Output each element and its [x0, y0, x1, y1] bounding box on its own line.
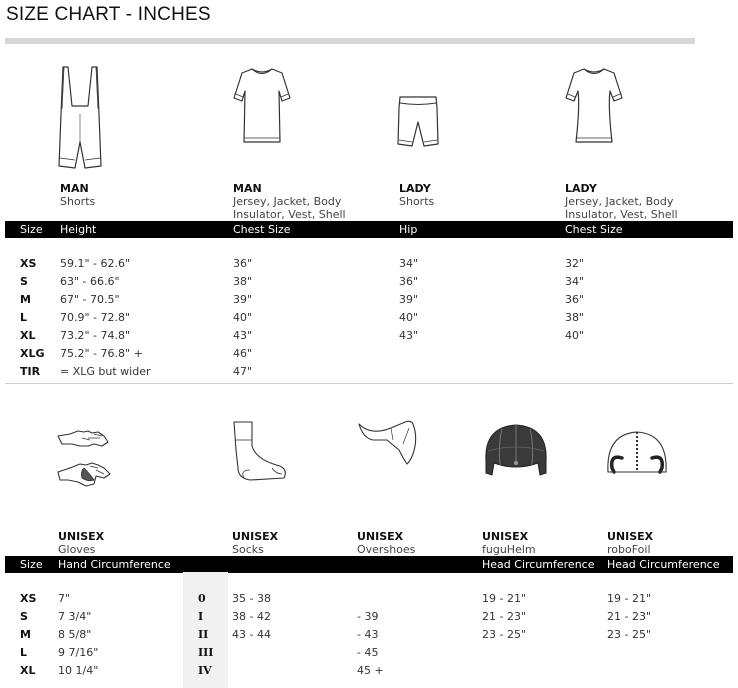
size-label: TIR — [20, 365, 41, 378]
sock-icon — [230, 420, 290, 482]
man-jersey-icon — [231, 66, 293, 144]
hip-value: 34" — [399, 257, 419, 270]
bottom-table-header — [5, 556, 733, 573]
lady-jersey-icon — [563, 66, 625, 144]
product-desc: Jersey, Jacket, Body Insulator, Vest, Shell — [233, 195, 346, 221]
size-label: M — [20, 293, 31, 306]
size-label: XL — [20, 664, 36, 677]
product-desc: Gloves — [58, 543, 96, 556]
chest-lady-value: 34" — [565, 275, 585, 288]
sock-value: 43 - 44 — [232, 628, 271, 641]
sock-value: 35 - 38 — [232, 592, 271, 605]
fugu-value: 21 - 23" — [482, 610, 527, 623]
fugu-value: 23 - 25" — [482, 628, 527, 641]
sock-size-label: I — [198, 610, 204, 623]
height-value: 59.1" - 62.6" — [60, 257, 131, 270]
robo-value: 19 - 21" — [607, 592, 652, 605]
height-value: = XLG but wider — [60, 365, 151, 378]
product-gender: MAN — [60, 182, 89, 195]
header-size: Size — [20, 223, 43, 236]
product-desc: roboFoil — [607, 543, 651, 556]
size-label: S — [20, 610, 28, 623]
product-gender: UNISEX — [482, 530, 529, 543]
header-chest-size: Chest Size — [565, 223, 623, 236]
height-value: 63" - 66.6" — [60, 275, 120, 288]
size-label: M — [20, 628, 31, 641]
product-gender: LADY — [565, 182, 597, 195]
sock-size-label: II — [198, 628, 209, 641]
product-gender: UNISEX — [357, 530, 404, 543]
header-chest-size: Chest Size — [233, 223, 291, 236]
title-underline-bar — [5, 38, 695, 44]
sock-size-label: III — [198, 646, 214, 659]
overshoe-value: 45 + — [357, 664, 384, 677]
size-label: XL — [20, 329, 36, 342]
size-label: XS — [20, 257, 37, 270]
height-value: 75.2" - 76.8" + — [60, 347, 143, 360]
size-label: S — [20, 275, 28, 288]
hand-value: 10 1/4" — [58, 664, 99, 677]
product-desc: Shorts — [60, 195, 96, 208]
robo-value: 21 - 23" — [607, 610, 652, 623]
sock-value: 38 - 42 — [232, 610, 271, 623]
chest-lady-value: 32" — [565, 257, 585, 270]
product-desc: Overshoes — [357, 543, 416, 556]
overshoe-value: - 43 — [357, 628, 379, 641]
product-desc: Jersey, Jacket, Body Insulator, Vest, Shell — [565, 195, 678, 221]
header-height: Height — [60, 223, 97, 236]
hip-value: 43" — [399, 329, 419, 342]
chest-man-value: 38" — [233, 275, 253, 288]
size-label: L — [20, 646, 28, 659]
hip-value: 36" — [399, 275, 419, 288]
header-head-circumference: Head Circumference — [607, 558, 720, 571]
hip-value: 40" — [399, 311, 419, 324]
chest-man-value: 43" — [233, 329, 253, 342]
header-hip: Hip — [399, 223, 418, 236]
hand-value: 8 5/8" — [58, 628, 92, 641]
robo-value: 23 - 25" — [607, 628, 652, 641]
hand-value: 7 3/4" — [58, 610, 92, 623]
hip-value: 39" — [399, 293, 419, 306]
product-desc: Shorts — [399, 195, 435, 208]
section-divider — [5, 383, 733, 384]
sock-size-label: IV — [198, 664, 212, 677]
header-head-circumference: Head Circumference — [482, 558, 595, 571]
sock-size-label: 0 — [198, 592, 206, 605]
fugu-value: 19 - 21" — [482, 592, 527, 605]
height-value: 70.9" - 72.8" — [60, 311, 131, 324]
chest-lady-value: 38" — [565, 311, 585, 324]
product-desc: fuguHelm — [482, 543, 536, 556]
hand-value: 9 7/16" — [58, 646, 99, 659]
fuguhelm-cap-icon — [480, 421, 552, 481]
overshoe-value: - 39 — [357, 610, 379, 623]
chest-man-value: 40" — [233, 311, 253, 324]
product-gender: UNISEX — [607, 530, 654, 543]
bib-shorts-icon — [55, 64, 105, 172]
chest-man-value: 36" — [233, 257, 253, 270]
size-label: XLG — [20, 347, 45, 360]
header-size: Size — [20, 558, 43, 571]
hand-value: 7" — [58, 592, 71, 605]
top-table-header — [5, 221, 733, 238]
product-gender: UNISEX — [232, 530, 279, 543]
gloves-icon — [54, 428, 114, 492]
product-gender: MAN — [233, 182, 262, 195]
product-desc: Socks — [232, 543, 264, 556]
chest-lady-value: 36" — [565, 293, 585, 306]
overshoe-value: - 45 — [357, 646, 379, 659]
size-label: L — [20, 311, 28, 324]
chest-man-value: 39" — [233, 293, 253, 306]
chest-lady-value: 40" — [565, 329, 585, 342]
page-title: SIZE CHART - INCHES — [6, 4, 211, 25]
chest-man-value: 47" — [233, 365, 253, 378]
height-value: 73.2" - 74.8" — [60, 329, 131, 342]
robofoil-cap-icon — [604, 428, 670, 478]
lady-shorts-icon — [397, 94, 439, 148]
height-value: 67" - 70.5" — [60, 293, 120, 306]
chest-man-value: 46" — [233, 347, 253, 360]
product-gender: UNISEX — [58, 530, 105, 543]
overshoe-icon — [355, 418, 425, 466]
header-hand-circumference: Hand Circumference — [58, 558, 171, 571]
size-label: XS — [20, 592, 37, 605]
product-gender: LADY — [399, 182, 431, 195]
